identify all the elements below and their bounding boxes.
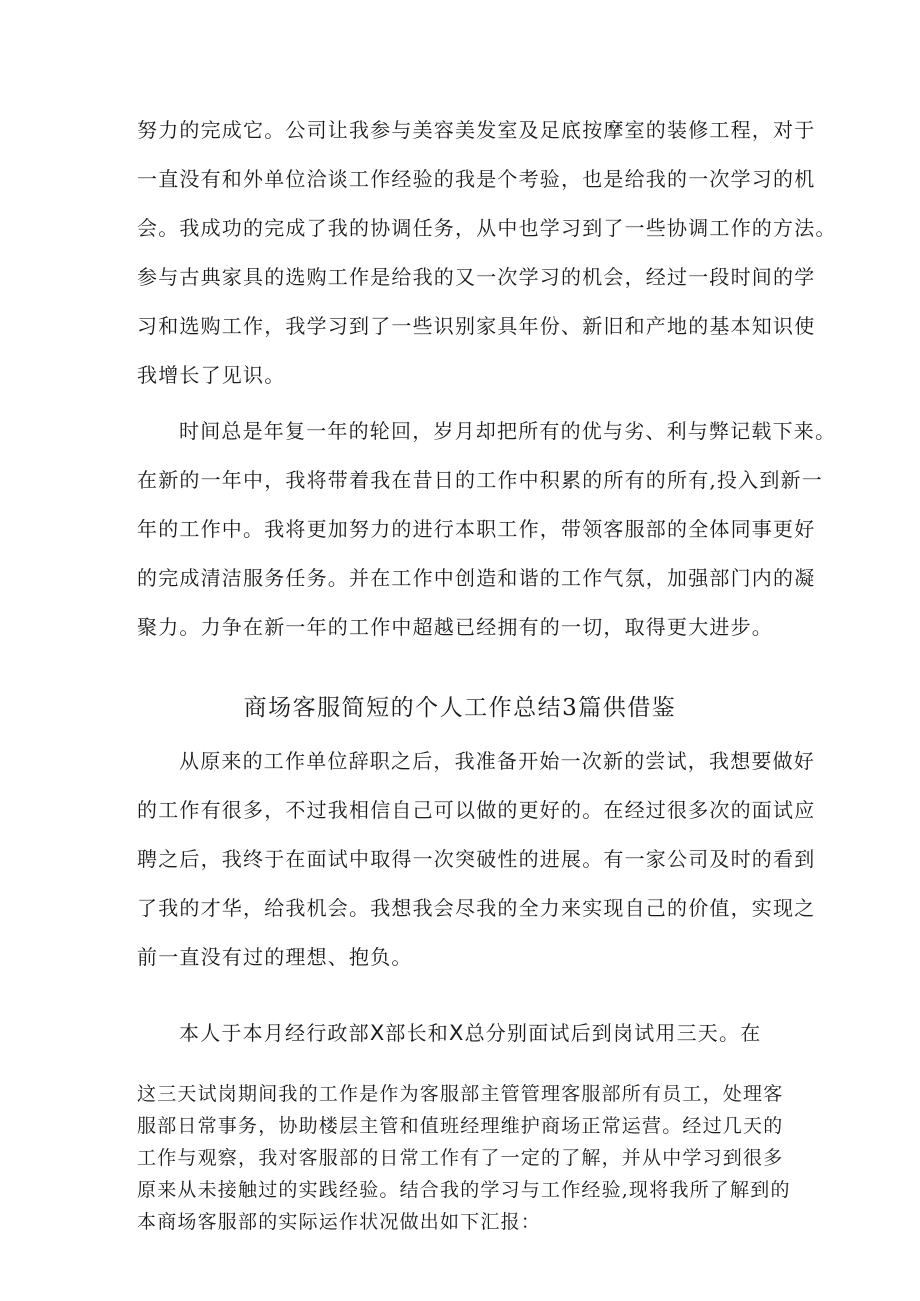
paragraph-1-line-6: 我增长了见识。 — [137, 363, 286, 387]
paragraph-3-line-1: 从原来的工作单位辞职之后，我准备开始一次新的尝试，我想要做好 — [179, 749, 815, 773]
placeholder-x-1: X — [369, 1021, 386, 1045]
paragraph-4-part-a: 本人于本月经行政部 — [179, 1021, 370, 1045]
paragraph-1-line-2: 一直没有和外单位洽谈工作经验的我是个考验，也是给我的一次学习的机 — [137, 167, 816, 191]
placeholder-x-2: X — [449, 1021, 465, 1045]
paragraph-1-line-5: 习和选购工作，我学习到了一些识别家具年份、新旧和产地的基本知识使 — [137, 314, 816, 338]
paragraph-5-line-3: 工作与观察，我对客服部的日常工作有了一定的了解，并从中学习到很多 — [137, 1147, 784, 1169]
paragraph-2-line-1: 时间总是年复一年的轮回，岁月却把所有的优与劣、利与弊记载下来。 — [179, 419, 837, 443]
paragraph-2-line-5: 聚力。力争在新一年的工作中超越已经拥有的一切，取得更大进步。 — [137, 615, 773, 639]
paragraph-3-line-4: 了我的才华，给我机会。我想我会尽我的全力来实现自己的价值，实现之 — [137, 896, 816, 920]
paragraph-3-line-2: 的工作有很多，不过我相信自己可以做的更好的。在经过很多次的面试应 — [137, 798, 816, 822]
paragraph-2-line-2: 在新的一年中，我将带着我在昔日的工作中积累的所有的所有,投入到新一 — [137, 468, 823, 492]
paragraph-5-line-4: 原来从未接触过的实践经验。结合我的学习与工作经验,现将我所了解到的 — [137, 1179, 791, 1201]
paragraph-2-line-3: 年的工作中。我将更加努力的进行本职工作，带领客服部的全体同事更好 — [137, 517, 816, 541]
paragraph-3-line-5: 前一直没有过的理想、抱负。 — [137, 945, 413, 969]
paragraph-5-line-2: 服部日常事务，协助楼层主管和值班经理维护商场正常运营。经过几天的 — [137, 1115, 784, 1137]
paragraph-1-line-1: 努力的完成它。公司让我参与美容美发室及足底按摩室的装修工程，对于 — [137, 118, 816, 142]
paragraph-5-line-5: 本商场客服部的实际运作状况做出如下汇报： — [137, 1211, 542, 1233]
paragraph-2-line-4: 的完成清洁服务任务。并在工作中创造和谐的工作气氛，加强部门内的凝 — [137, 566, 816, 590]
paragraph-4-part-b: 部长和 — [385, 1021, 450, 1045]
paragraph-4-part-c: 总分别面试后到岗试用三天。在 — [464, 1021, 762, 1045]
section-title: 商场客服简短的个人工作总结3篇供借鉴 — [243, 695, 677, 721]
paragraph-3-line-3: 聘之后，我终于在面试中取得一次突破性的进展。有一家公司及时的看到 — [137, 847, 816, 871]
paragraph-1-line-4: 参与古典家具的选购工作是给我的又一次学习的机会，经过一段时间的学 — [137, 265, 816, 289]
paragraph-4-line — [179, 1021, 761, 1045]
paragraph-1-line-3: 会。我成功的完成了我的协调任务，从中也学习到了一些协调工作的方法。 — [137, 216, 837, 240]
paragraph-5-line-1: 这三天试岗期间我的工作是作为客服部主管管理客服部所有员工，处理客 — [137, 1083, 784, 1105]
